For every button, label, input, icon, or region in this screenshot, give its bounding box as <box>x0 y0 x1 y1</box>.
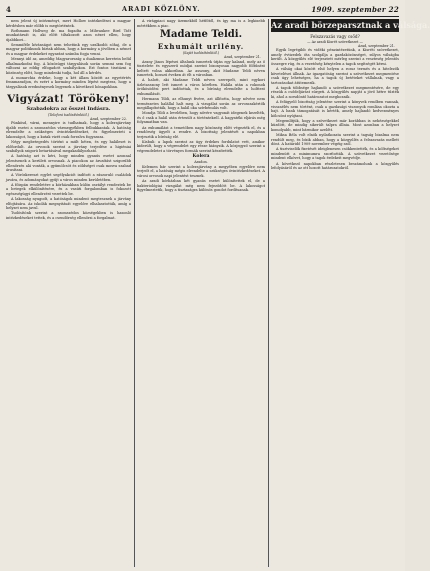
column-divider <box>268 19 269 567</box>
article-subtitle: — Az aradi Kisrét szövetkezet — <box>307 39 363 44</box>
paragraph: Mondja Tildi a levelében, hogy nővére vagyonát idegenek kezelték, és ő csak a halál után értesült a történtekről. A hagyatéki eljárás még folyamatban van. <box>137 111 265 125</box>
paragraph: A virágpiaci nagy üzemekből hétfőtől, és így ma is a legkisebb mértékben a piac. <box>137 19 265 28</box>
paragraph: Az exhumálást a temetőben nagy közönség előtt végezték el, és a rendőrség ügyelt a rendre. A bizottság jelentését a napokban terjesztik a bíróság elé. <box>137 125 265 139</box>
paragraph: Mennyi idő az, ameddig Magyarország a dualizmus keretein belül alkalmazkodni fog. A közösügyi tárgyalások során semmi sem fog változni az eddig elfogadott szabályokon. Ezt fontos tisztázni a közönség előtt, hogy mindenki tudja, hol áll a kérdés. <box>6 57 131 75</box>
article-title: Kolera <box>192 154 210 160</box>
paragraph: nem jelent új intézményt, mert Hollow intézkedései a magyar kérdésben már előbb is megtörténtek. <box>6 19 131 28</box>
paragraph: A főispán rendeletére a kórházakban külön osztályt rendeztek be a betegek elkülönítésére, és a vasúti forgalomban is fokozott egészségügyi ellenőrzést vezettek be. <box>6 182 131 196</box>
warning-attribution: (Telefoni tudósítónktól.) <box>47 112 90 117</box>
paragraph: A halott, aki Madame Teldi néven szerepelt, mint egykori üzletasszony lett ismert a város körében. Halála után a rokonok örökösödési pert indítottak, és a bíróság elrendelte a holttest exhumálását. <box>137 78 265 96</box>
column-3 <box>271 19 430 567</box>
warning-dateline: Arad, szeptember 22. <box>90 116 127 121</box>
column-divider <box>134 19 135 567</box>
paragraph: A válság okai között első helyen a rossz termés és a hitelezők követelései állnak. Az igazgatóság szerint a szövetkezet megmentése csak úgy lehetséges, ha a tagok új betéteket vállalnak, vagy a tartozásokat átütemezik. <box>271 67 399 85</box>
column-2 <box>137 19 265 567</box>
paragraph: Hermann Tildi, az elhunyt fivére, azt állította, hogy nővére nem természetes halállal halt meg. A vizsgálat során az orvosszakértők megállapították, hogy a halál oka szívbénulás volt. <box>137 97 265 111</box>
paragraph: Kelemen bár szerint a kolerajárvány a megyében egyelőre nem terjedt el, a hatóság mégis elrendelte a szükséges óvintézkedéseket. A városi orvosok napi jelentést tesznek. <box>137 164 265 178</box>
paragraph: Semmiféle kívánságot nem tehetünk egy uralkodói sóhaj, de a magyar politikusok bíztak abban, hogy a kormány a jövőben a német és a magyar érdekeket egyaránt számba fogja venni. <box>6 42 131 57</box>
article-title: Madame Teldi. <box>159 28 243 40</box>
paragraph: Kisbuli: a lapok szerint az ügy érdekes fordulatot vett, amikor kiderült, hogy a végrendelet egy része hiányzik. A közjegyző szerint a végrendeletet a törvényes formák szerint készítették. <box>137 139 265 153</box>
article-subtitle: Exhumált urilény. <box>157 41 245 51</box>
paragraph: Arany János lépései általunk ismertek útján egy kaland, mely az ő tisztelete és egyszerű módjai szerint bizonyosan nagyobb föltűnést keltett volna akkoriban. Az asszony, akit Madame Teldi néven ismertek, hosszú éveken át élt a városban. <box>137 59 265 78</box>
paragraph: Miksa Béla volt elnök nyilatkozata szerint a tagság bizalma nem rendült meg, és bízik abban, hogy a közgyűlés a felszavazás mellett dönt. A határidő 1909 november végéig szól. <box>271 133 399 147</box>
paragraph: Pünkösd, várni, mennyire is tudhatnak, hogy a kolerajárvány újabb esetei a szomszédos vármegyékben felbukkantak. A hatóság elrendelte a szükséges óvintézkedéseket, és figyelmezteti a lakosságot, hogy a kutak vizét csak forralva fogyassza. <box>6 121 131 140</box>
paragraph: A hatóság azt is kéri, hogy minden gyanús esetet azonnal jelentsenek a kerületi orvosnak. A piacokon az árusítást szigorúbb ellenőrzés alá vonták, a gyümölcsöt és zöldséget csak mosva szabad árusítani. <box>6 154 131 173</box>
article-attribution: (Saját tudósítónktól.) <box>182 50 220 55</box>
paragraph: Megemlítjük, hogy a szövetkezet már korábban is nehézségekkel küzdött, de mindig sikerült talpra állnia. Most azonban a helyzet komolyabb, mint bármikor azelőtt. <box>271 118 399 132</box>
paragraph: A monarchia érdeke, hogy a két állam között az egyetértés fennmaradjon, és ezért a kormány minden lépést megtesz, hogy a tárgyalások eredményesek legyenek a következő hónapokban. <box>6 75 131 90</box>
article-dateline: Arad, szeptember 21. <box>224 55 261 60</box>
paragraph: A következő napokban részletesen beszámolunk a közgyűlés lefolyásáról és az ott hozott határozatokról. <box>271 161 399 171</box>
article-subtitle: Aradon. <box>194 160 208 165</box>
paragraph: Négy megbetegedés történt a múlt héten, és egy haláleset is előfordult. Az orvosok szerint a járvány terjedése a higiéniai szabályok szigorú betartásával megakadályozható. <box>6 140 131 154</box>
paper-name: ARADI KÖZLÖNY. <box>121 5 201 13</box>
article-kicker: Felszavazás vagy csőd? <box>310 34 360 39</box>
warning-headline: Vigyázat! Törökeny! <box>7 92 130 105</box>
paragraph: A lakosság nyugodt, a hatóságok mindent megtesznek a járvány elfojtására. Az iskolák megnyitását egyelőre elhalasztották, amíg a helyzet nem javul. <box>6 197 131 211</box>
paragraph: Az aradi kórházban két gyanús esetet különítettek el, de a bakteriológiai vizsgálat még nem fejeződött be. A lakosságot figyelmeztetik, hogy a tisztaságra különös gondot fordítsanak. <box>137 179 265 193</box>
page-number: 4 <box>6 4 12 14</box>
paragraph: A tagok többsége hajlandó a szövetkezet megmentésére, de egy részük a csődeljárást sürgeti. A közgyűlés napját a jövő hétre tűzték ki, ahol a sorsdöntő határozatot meghozzák. <box>271 85 399 99</box>
paragraph: Rothmann Hollweg dr. ma fogadta a Milwaukee Bird Tidt munkatársát is, aki előtt tiltakozott azon nézet ellen, hogy újabbkori... <box>6 28 131 42</box>
paragraph: Tudósítónk szerint a szomszédos községekben is hasonló intézkedéseket tettek, és a csendőrség ellenőrzi a forgalmat. <box>6 211 131 220</box>
column-1 <box>6 19 131 567</box>
masthead-rule <box>6 16 399 17</box>
masthead <box>6 3 399 15</box>
paragraph: A Vöröskereszt egylet segélyakciót indított a rászoruló családok javára, és adományokat gyűjt a város minden kerületében. <box>6 173 131 182</box>
paragraph: Egyik legrégibb és vidéki pénzintézetünk, a Kisréti szövetkezet, amely évtizedek óta szolgálja a gazdaközönséget, súlyos válságba került. A közgyűlés elé terjesztett mérleg szerint a veszteség jelentős összegre rúg, és a vezetőség kénytelen a tagok segítségét kérni. <box>271 48 399 66</box>
warning-subhead: Szabadokra az ősszel Indásra. <box>26 105 111 112</box>
issue-date: 1909. szeptember 22 <box>311 4 399 14</box>
paragraph: A tisztviselők fizetését ideiglenesen csökkentették, és a költségeket mindenütt a minimumra szorították. A szövetkezet vezetősége mindent elkövet, hogy a tagok érdekeit megvédje. <box>271 147 399 161</box>
article-dateline: Arad, szeptember 21. <box>358 43 395 48</box>
paragraph: A felügyelő bizottság jelentése szerint a könyvek rendben vannak, visszaélés nem történt, csak a gazdasági viszonyok romlása okozta a bajt. A bank támogatását is kérték, amely hajlandó kedvezményes kölcsönt nyújtani. <box>271 100 399 118</box>
headline-banner: Az aradi börzeparsztnak a válsága. <box>271 20 430 30</box>
